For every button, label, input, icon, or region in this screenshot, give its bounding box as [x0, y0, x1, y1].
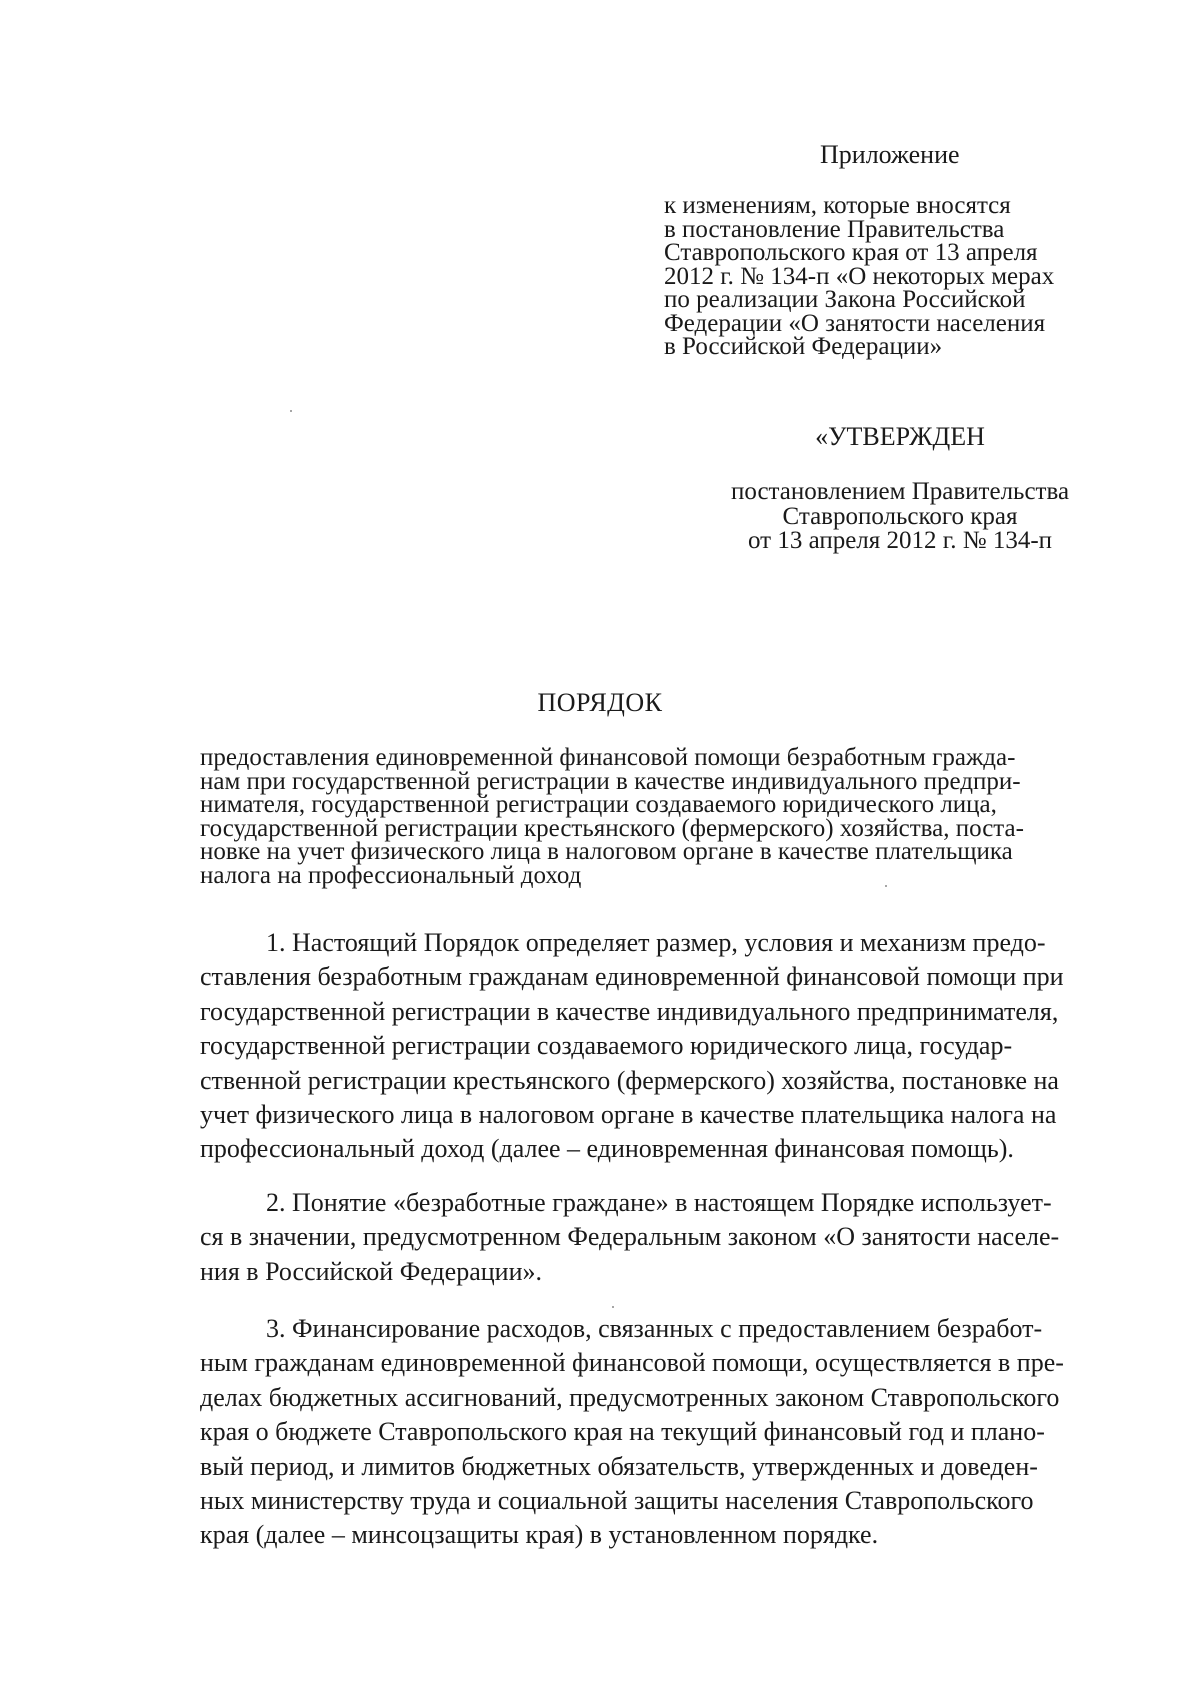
paragraph-1 [200, 926, 1126, 1167]
paragraph-2 [200, 1186, 1126, 1289]
paragraph-line: 2. Понятие «безработные граждане» в настоящем Порядке использует- [266, 1188, 1052, 1217]
appendix-line: к изменениям, которые вносятся [664, 192, 1011, 219]
subtitle-line: предоставления единовременной финансовой помощи безработным гражда- [200, 744, 1016, 771]
appendix-line: в постановление Правительства [664, 215, 1005, 243]
subtitle-line: налога на профессиональный доход [200, 861, 582, 889]
approval-line: постановлением Правительства [730, 478, 1070, 505]
scan-speck [885, 885, 887, 887]
paragraph-line: профессиональный доход (далее – единовременная финансовая помощь). [200, 1134, 1014, 1164]
appendix-line: 2012 г. № 134-п «О некоторых мерах [664, 262, 1055, 290]
scan-speck [290, 410, 292, 412]
approval-title: «УТВЕРЖДЕН [815, 422, 985, 451]
paragraph-line: 1. Настоящий Порядок определяет размер, условия и механизм предо- [266, 928, 1046, 957]
scan-speck [612, 1306, 614, 1308]
approval-reference [690, 480, 1110, 554]
document-title: ПОРЯДОК [537, 688, 663, 717]
subtitle-line: нимателя, государственной регистрации создаваемого юридического лица, [200, 791, 997, 818]
paragraph-line: ных министерству труда и социальной защиты населения Ставропольского [200, 1486, 1034, 1516]
subtitle-line: новке на учет физического лица в налоговом органе в качестве плательщика [200, 838, 1013, 865]
paragraph-line: вый период, и лимитов бюджетных обязательств, утвержденных и доведен- [200, 1451, 1038, 1481]
document-subtitle [200, 746, 1126, 887]
paragraph-line: государственной регистрации создаваемого юридического лица, государ- [200, 1031, 1013, 1061]
subtitle-line: нам при государственной регистрации в качестве индивидуального предпри- [200, 767, 1021, 795]
paragraph-line: ся в значении, предусмотренном Федеральным законом «О занятости населе- [200, 1222, 1060, 1252]
paragraph-line: края о бюджете Ставропольского края на текущий финансовый год и плано- [200, 1417, 1045, 1447]
appendix-line: Ставропольского края от 13 апреля [664, 239, 1038, 266]
approval-line: Ставропольского края [782, 502, 1018, 530]
paragraph-line: государственной регистрации в качестве индивидуального предпринимателя, [200, 996, 1059, 1026]
paragraph-line: делах бюджетных ассигнований, предусмотренных законом Ставропольского [200, 1382, 1060, 1412]
approval-line: от 13 апреля 2012 г. № 134-п [747, 527, 1053, 554]
appendix-line: в Российской Федерации» [664, 333, 943, 360]
paragraph-line: ния в Российской Федерации». [200, 1256, 542, 1286]
appendix-line: Федерации «О занятости населения [664, 309, 1046, 337]
paragraph-line: ным гражданам единовременной финансовой помощи, осуществляется в пре- [200, 1348, 1064, 1378]
paragraph-line: ственной регистрации крестьянского (фермерского) хозяйства, постановке на [200, 1065, 1059, 1095]
paragraph-line: учет физического лица в налоговом органе в качестве плательщика налога на [200, 1100, 1057, 1130]
appendix-line: по реализации Закона Российской [664, 286, 1026, 313]
appendix-title: Приложение [820, 140, 960, 169]
paragraph-line: края (далее – минсоцзащиты края) в установленном порядке. [200, 1520, 879, 1550]
paragraph-line: ставления безработным гражданам единовременной финансовой помощи при [200, 962, 1064, 992]
appendix-reference [664, 194, 1126, 359]
subtitle-line: государственной регистрации крестьянского (фермерского) хозяйства, поста- [200, 814, 1024, 842]
paragraph-3 [200, 1312, 1126, 1553]
paragraph-line: 3. Финансирование расходов, связанных с предоставлением безработ- [266, 1314, 1043, 1343]
